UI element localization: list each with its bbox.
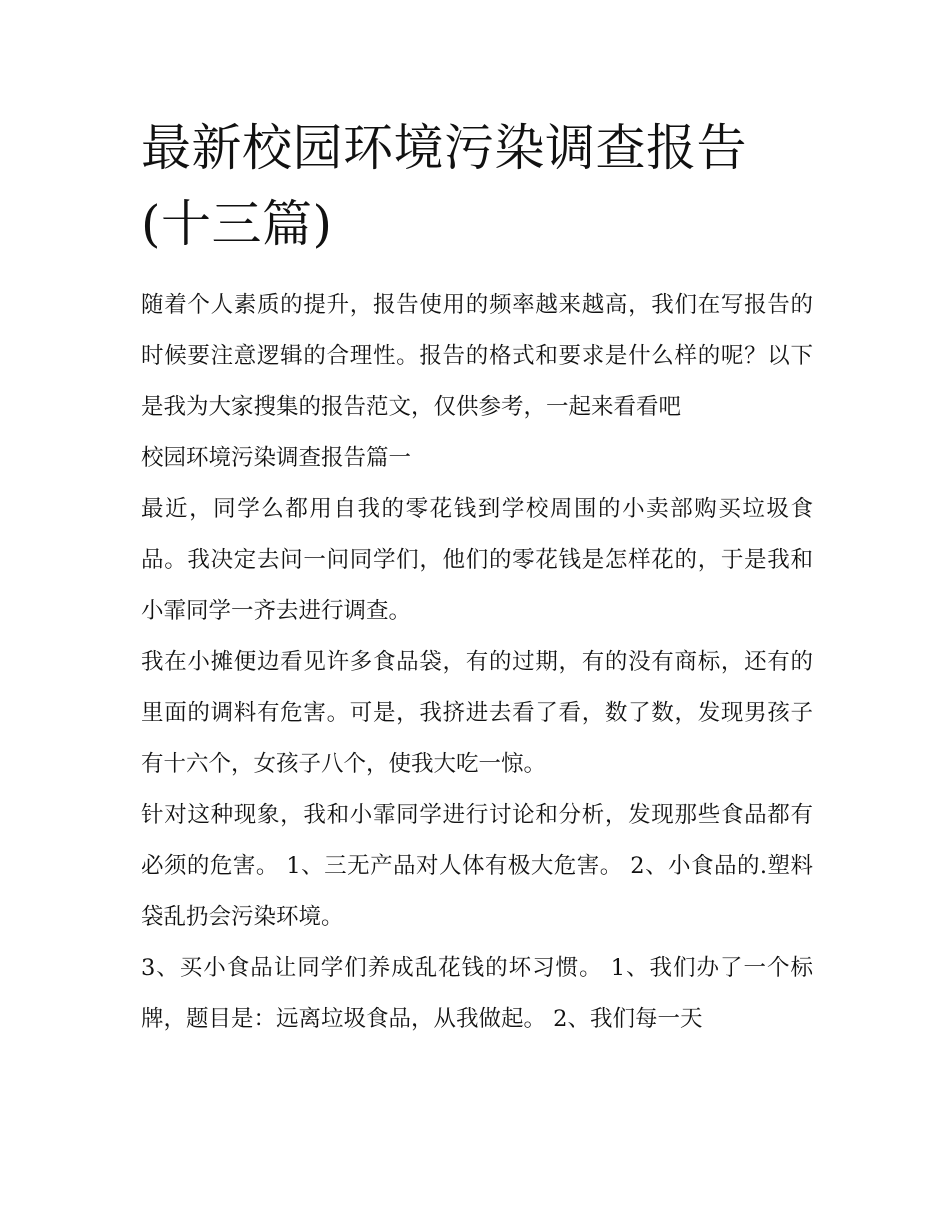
document-title: 最新校园环境污染调查报告(十三篇) (141, 119, 747, 253)
body-paragraph: 我在小摊便边看见许多食品袋，有的过期，有的没有商标，还有的里面的调料有危害。可是，我挤进去看了看，数了数，发现男孩子有十六个，女孩子八个，使我大吃一惊。 (141, 649, 813, 777)
body-paragraph: 最近，同学么都用自我的零花钱到学校周围的小卖部购买垃圾食品。我决定去问一问同学们，他们的零花钱是怎样花的，于是我和小霏同学一齐去进行调查。 (141, 496, 813, 624)
body-paragraph: 针对这种现象，我和小霏同学进行讨论和分析，发现那些食品都有必须的危害。 1、三无产品对人体有极大危害。 2、小食品的.塑料袋乱扔会污染环境。 (141, 802, 813, 930)
intro-paragraph: 随着个人素质的提升，报告使用的频率越来越高，我们在写报告的时候要注意逻辑的合理性。报告的格式和要求是什么样的呢？以下是我为大家搜集的报告范文，仅供参考，一起来看看吧 (141, 292, 813, 420)
body-paragraph: 3、买小食品让同学们养成乱花钱的坏习惯。 1、我们办了一个标牌，题目是：远离垃圾食品，从我做起。 2、我们每一天 (141, 955, 813, 1032)
section-heading: 校园环境污染调查报告篇一 (141, 445, 412, 471)
document-page (141, 110, 813, 1045)
